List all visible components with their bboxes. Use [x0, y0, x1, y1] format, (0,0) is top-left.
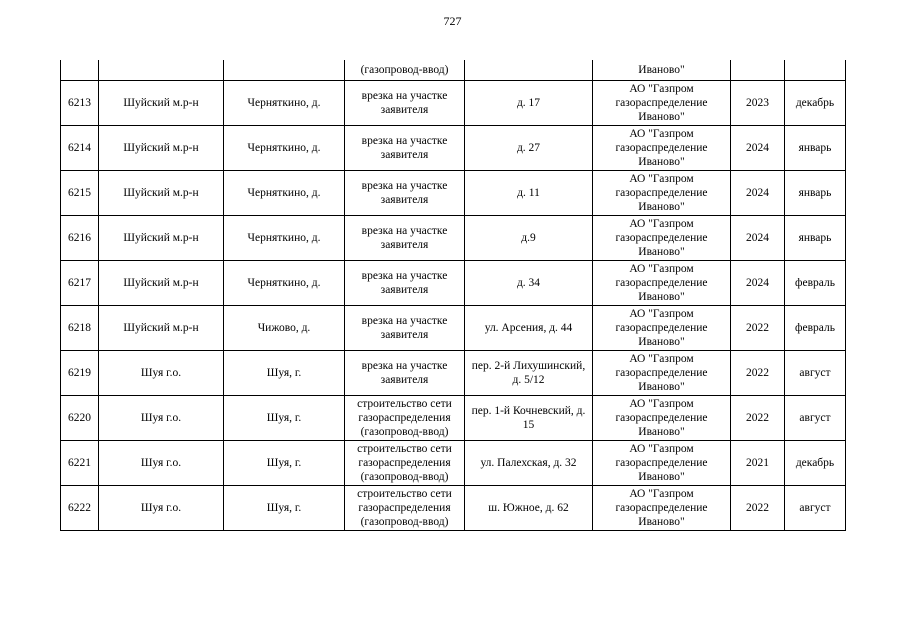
cell-address: д. 34 — [465, 261, 593, 306]
table-row — [61, 306, 846, 351]
cell-year: 2022 — [731, 396, 785, 441]
cell-settlement: Черняткино, д. — [224, 216, 345, 261]
cell-settlement: Шуя, г. — [224, 441, 345, 486]
cell-organization: АО "Газпром газораспределение Иваново" — [593, 216, 731, 261]
cell-settlement: Шуя, г. — [224, 486, 345, 531]
cell-district — [99, 60, 224, 81]
cell-address: д.9 — [465, 216, 593, 261]
cell-year: 2021 — [731, 441, 785, 486]
cell-month: декабрь — [785, 81, 846, 126]
cell-district: Шуйский м.р-н — [99, 216, 224, 261]
table-row — [61, 441, 846, 486]
cell-work-type: (газопровод-ввод) — [345, 60, 465, 81]
cell-district: Шуя г.о. — [99, 441, 224, 486]
cell-organization: АО "Газпром газораспределение Иваново" — [593, 81, 731, 126]
table-body — [61, 60, 846, 531]
cell-month: январь — [785, 216, 846, 261]
cell-work-type: врезка на участке заявителя — [345, 126, 465, 171]
cell-district: Шуйский м.р-н — [99, 81, 224, 126]
cell-organization: АО "Газпром газораспределение Иваново" — [593, 126, 731, 171]
cell-year: 2022 — [731, 351, 785, 396]
table-row — [61, 216, 846, 261]
cell-year — [731, 60, 785, 81]
cell-organization: АО "Газпром газораспределение Иваново" — [593, 351, 731, 396]
cell-settlement: Шуя, г. — [224, 351, 345, 396]
cell-row-number: 6214 — [61, 126, 99, 171]
cell-work-type: строительство сети газораспределения (газопровод-ввод) — [345, 396, 465, 441]
cell-year: 2024 — [731, 171, 785, 216]
cell-row-number: 6216 — [61, 216, 99, 261]
cell-row-number: 6220 — [61, 396, 99, 441]
cell-year: 2022 — [731, 486, 785, 531]
cell-month: декабрь — [785, 441, 846, 486]
cell-address — [465, 60, 593, 81]
cell-work-type: строительство сети газораспределения (газопровод-ввод) — [345, 486, 465, 531]
cell-year: 2024 — [731, 126, 785, 171]
cell-work-type: врезка на участке заявителя — [345, 171, 465, 216]
cell-row-number — [61, 60, 99, 81]
cell-year: 2024 — [731, 216, 785, 261]
cell-month: август — [785, 351, 846, 396]
cell-month: август — [785, 396, 846, 441]
cell-district: Шуйский м.р-н — [99, 171, 224, 216]
cell-work-type: врезка на участке заявителя — [345, 351, 465, 396]
cell-month: февраль — [785, 261, 846, 306]
cell-organization: АО "Газпром газораспределение Иваново" — [593, 486, 731, 531]
cell-year: 2024 — [731, 261, 785, 306]
gasification-table — [60, 60, 846, 531]
cell-row-number: 6213 — [61, 81, 99, 126]
cell-settlement: Шуя, г. — [224, 396, 345, 441]
cell-row-number: 6218 — [61, 306, 99, 351]
cell-district: Шуйский м.р-н — [99, 261, 224, 306]
cell-address: ул. Арсения, д. 44 — [465, 306, 593, 351]
cell-row-number: 6221 — [61, 441, 99, 486]
cell-district: Шуя г.о. — [99, 351, 224, 396]
cell-month: январь — [785, 126, 846, 171]
cell-year: 2023 — [731, 81, 785, 126]
cell-row-number: 6219 — [61, 351, 99, 396]
cell-district: Шуя г.о. — [99, 396, 224, 441]
table-row — [61, 351, 846, 396]
cell-settlement: Черняткино, д. — [224, 261, 345, 306]
cell-settlement: Черняткино, д. — [224, 81, 345, 126]
cell-work-type: врезка на участке заявителя — [345, 306, 465, 351]
cell-work-type: строительство сети газораспределения (газопровод-ввод) — [345, 441, 465, 486]
cell-month — [785, 60, 846, 81]
table-row — [61, 261, 846, 306]
cell-address: д. 11 — [465, 171, 593, 216]
cell-organization: АО "Газпром газораспределение Иваново" — [593, 306, 731, 351]
cell-address: ул. Палехская, д. 32 — [465, 441, 593, 486]
cell-work-type: врезка на участке заявителя — [345, 81, 465, 126]
cell-organization: АО "Газпром газораспределение Иваново" — [593, 396, 731, 441]
cell-address: д. 17 — [465, 81, 593, 126]
cell-work-type: врезка на участке заявителя — [345, 261, 465, 306]
cell-address: пер. 1-й Кочневский, д. 15 — [465, 396, 593, 441]
cell-year: 2022 — [731, 306, 785, 351]
cell-district: Шуя г.о. — [99, 486, 224, 531]
cell-organization: АО "Газпром газораспределение Иваново" — [593, 171, 731, 216]
table-row — [61, 81, 846, 126]
table-row — [61, 486, 846, 531]
cell-month: февраль — [785, 306, 846, 351]
cell-organization: АО "Газпром газораспределение Иваново" — [593, 441, 731, 486]
cell-month: август — [785, 486, 846, 531]
table-row-continued — [61, 60, 846, 81]
cell-settlement: Черняткино, д. — [224, 126, 345, 171]
cell-row-number: 6222 — [61, 486, 99, 531]
cell-address: ш. Южное, д. 62 — [465, 486, 593, 531]
cell-settlement: Черняткино, д. — [224, 171, 345, 216]
cell-month: январь — [785, 171, 846, 216]
cell-settlement — [224, 60, 345, 81]
cell-address: пер. 2-й Лихушинский, д. 5/12 — [465, 351, 593, 396]
table-row — [61, 171, 846, 216]
cell-row-number: 6217 — [61, 261, 99, 306]
cell-organization: АО "Газпром газораспределение Иваново" — [593, 261, 731, 306]
cell-district: Шуйский м.р-н — [99, 306, 224, 351]
cell-address: д. 27 — [465, 126, 593, 171]
cell-work-type: врезка на участке заявителя — [345, 216, 465, 261]
page-number: 727 — [443, 14, 462, 28]
cell-row-number: 6215 — [61, 171, 99, 216]
cell-settlement: Чижово, д. — [224, 306, 345, 351]
table-row — [61, 126, 846, 171]
cell-organization: Иваново" — [593, 60, 731, 81]
cell-district: Шуйский м.р-н — [99, 126, 224, 171]
table-row — [61, 396, 846, 441]
